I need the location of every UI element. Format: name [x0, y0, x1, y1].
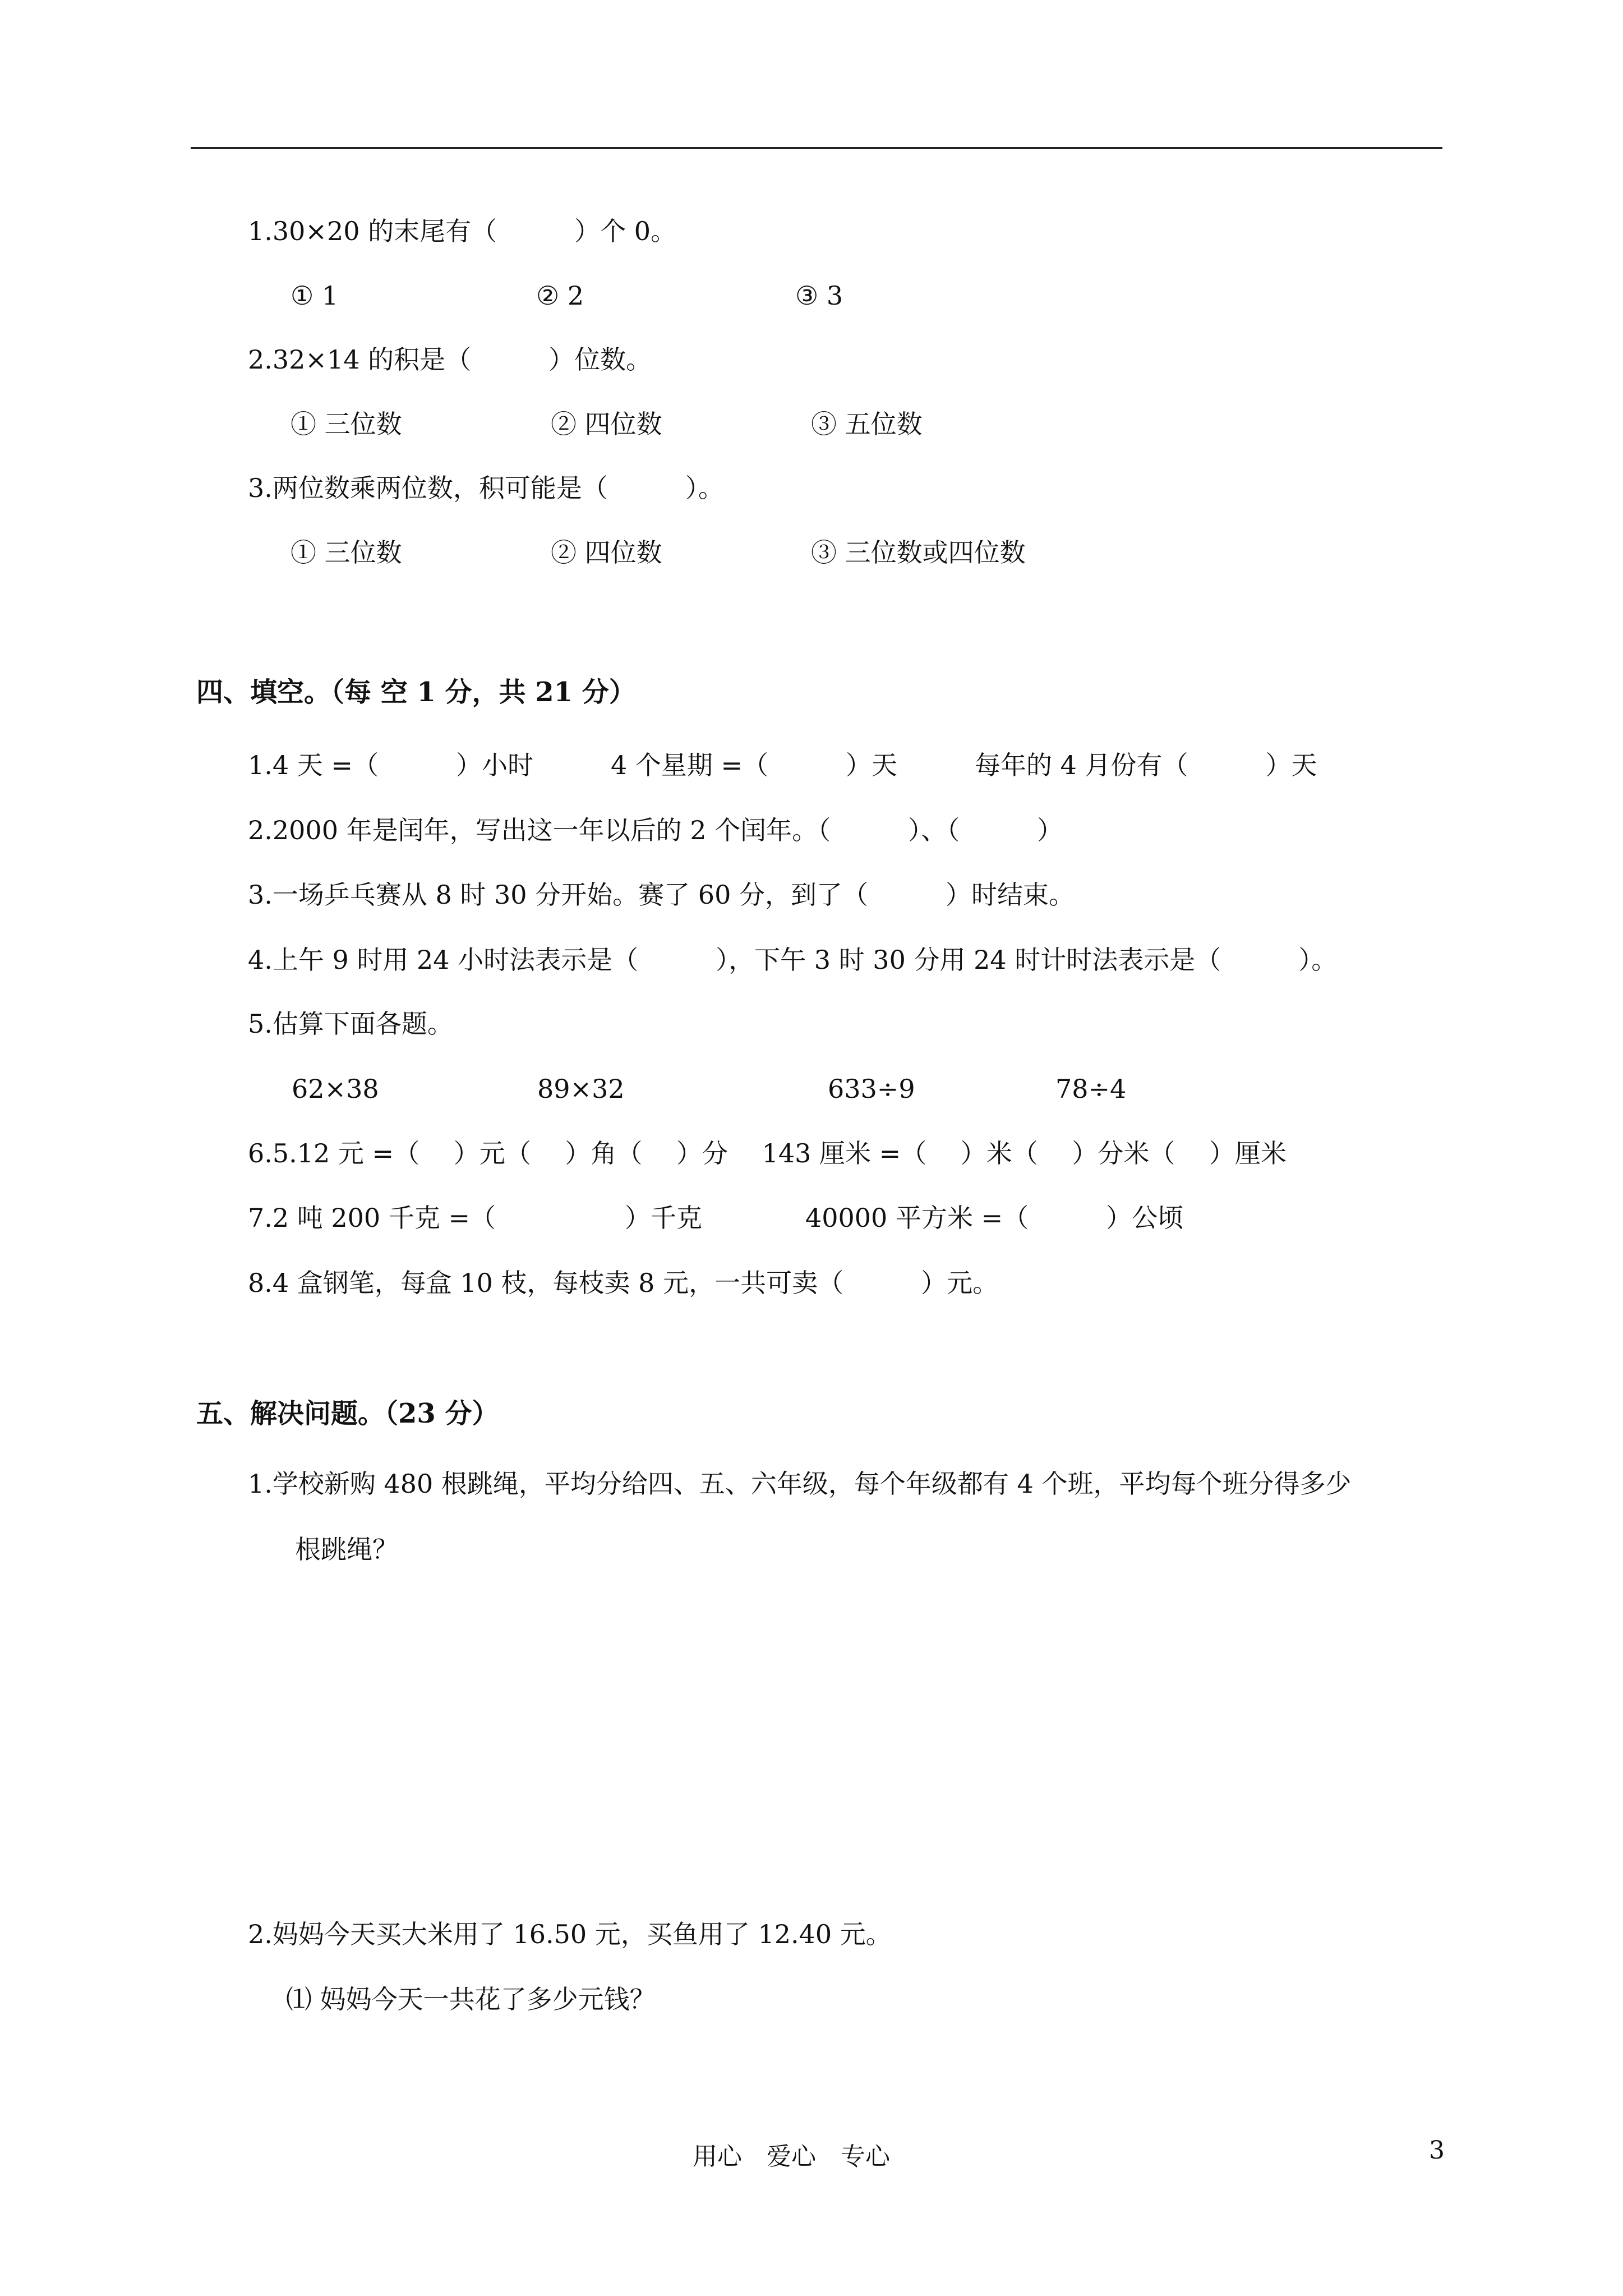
- s4-question-7: 7.2 吨 200 千克 =（ ）千克 40000 平方米 =（ ）公顷: [248, 1203, 1184, 1233]
- s3-q3-option-1: ① 三位数: [291, 537, 402, 568]
- header-rule: [191, 147, 1442, 149]
- page-number: 3: [1429, 2136, 1445, 2165]
- s3-question-3: 3.两位数乘两位数，积可能是（ ）。: [248, 473, 724, 503]
- s3-q1-option-2: ② 2: [536, 280, 584, 311]
- section-5-heading: 五、解决问题。（23 分）: [196, 1398, 499, 1429]
- s4-question-6: 6.5.12 元 =（ ）元（ ）角（ ）分 143 厘米 =（ ）米（ ）分米（ ）厘米: [248, 1138, 1287, 1168]
- s3-q2-option-1: ① 三位数: [291, 409, 402, 439]
- s4-question-3: 3.一场乒乓赛从 8 时 30 分开始。赛了 60 分，到了（ ）时结束。: [248, 880, 1075, 910]
- s4-question-4: 4.上午 9 时用 24 小时法表示是（ ），下午 3 时 30 分用 24 时计时法表示是（ ）。: [248, 945, 1338, 975]
- footer-motto: 用心 爱心 专心: [693, 2142, 890, 2171]
- section-4-heading: 四、填空。（每 空 1 分，共 21 分）: [196, 677, 636, 708]
- s3-q3-option-2: ② 四位数: [551, 537, 662, 568]
- s3-q1-option-1: ① 1: [291, 280, 339, 311]
- s5-question-2: 2.妈妈今天买大米用了 16.50 元，买鱼用了 12.40 元。: [248, 1919, 892, 1949]
- s3-question-1: 1.30×20 的末尾有（ ）个 0。: [248, 216, 677, 246]
- s4-q5-item-1: 62×38: [292, 1074, 379, 1104]
- s5-question-1-line-2: 根跳绳？: [295, 1534, 398, 1565]
- s4-q5-item-2: 89×32: [537, 1074, 625, 1104]
- s3-q2-option-3: ③ 五位数: [811, 409, 923, 439]
- s4-question-1: 1.4 天 =（ ）小时 4 个星期 =（ ）天 每年的 4 月份有（ ）天: [248, 750, 1317, 780]
- s4-q5-item-3: 633÷9: [828, 1074, 915, 1104]
- s3-q1-option-3: ③ 3: [795, 280, 843, 311]
- s3-q3-option-3: ③ 三位数或四位数: [811, 537, 1026, 568]
- s3-q2-option-2: ② 四位数: [551, 409, 662, 439]
- s5-question-2-sub-1: ⑴ 妈妈今天一共花了多少元钱？: [286, 1984, 656, 2014]
- s4-question-5: 5.估算下面各题。: [248, 1009, 453, 1039]
- s3-question-2: 2.32×14 的积是（ ）位数。: [248, 344, 652, 375]
- s4-question-2: 2.2000 年是闰年，写出这一年以后的 2 个闰年。（ ）、（ ）: [248, 815, 1063, 845]
- s5-question-1-line-1: 1.学校新购 480 根跳绳，平均分给四、五、六年级，每个年级都有 4 个班，平均每个班分得多少: [248, 1469, 1352, 1499]
- s4-q5-item-4: 78÷4: [1055, 1074, 1127, 1104]
- s4-question-8: 8.4 盒钢笔，每盒 10 枝，每枝卖 8 元，一共可卖（ ）元。: [248, 1268, 999, 1298]
